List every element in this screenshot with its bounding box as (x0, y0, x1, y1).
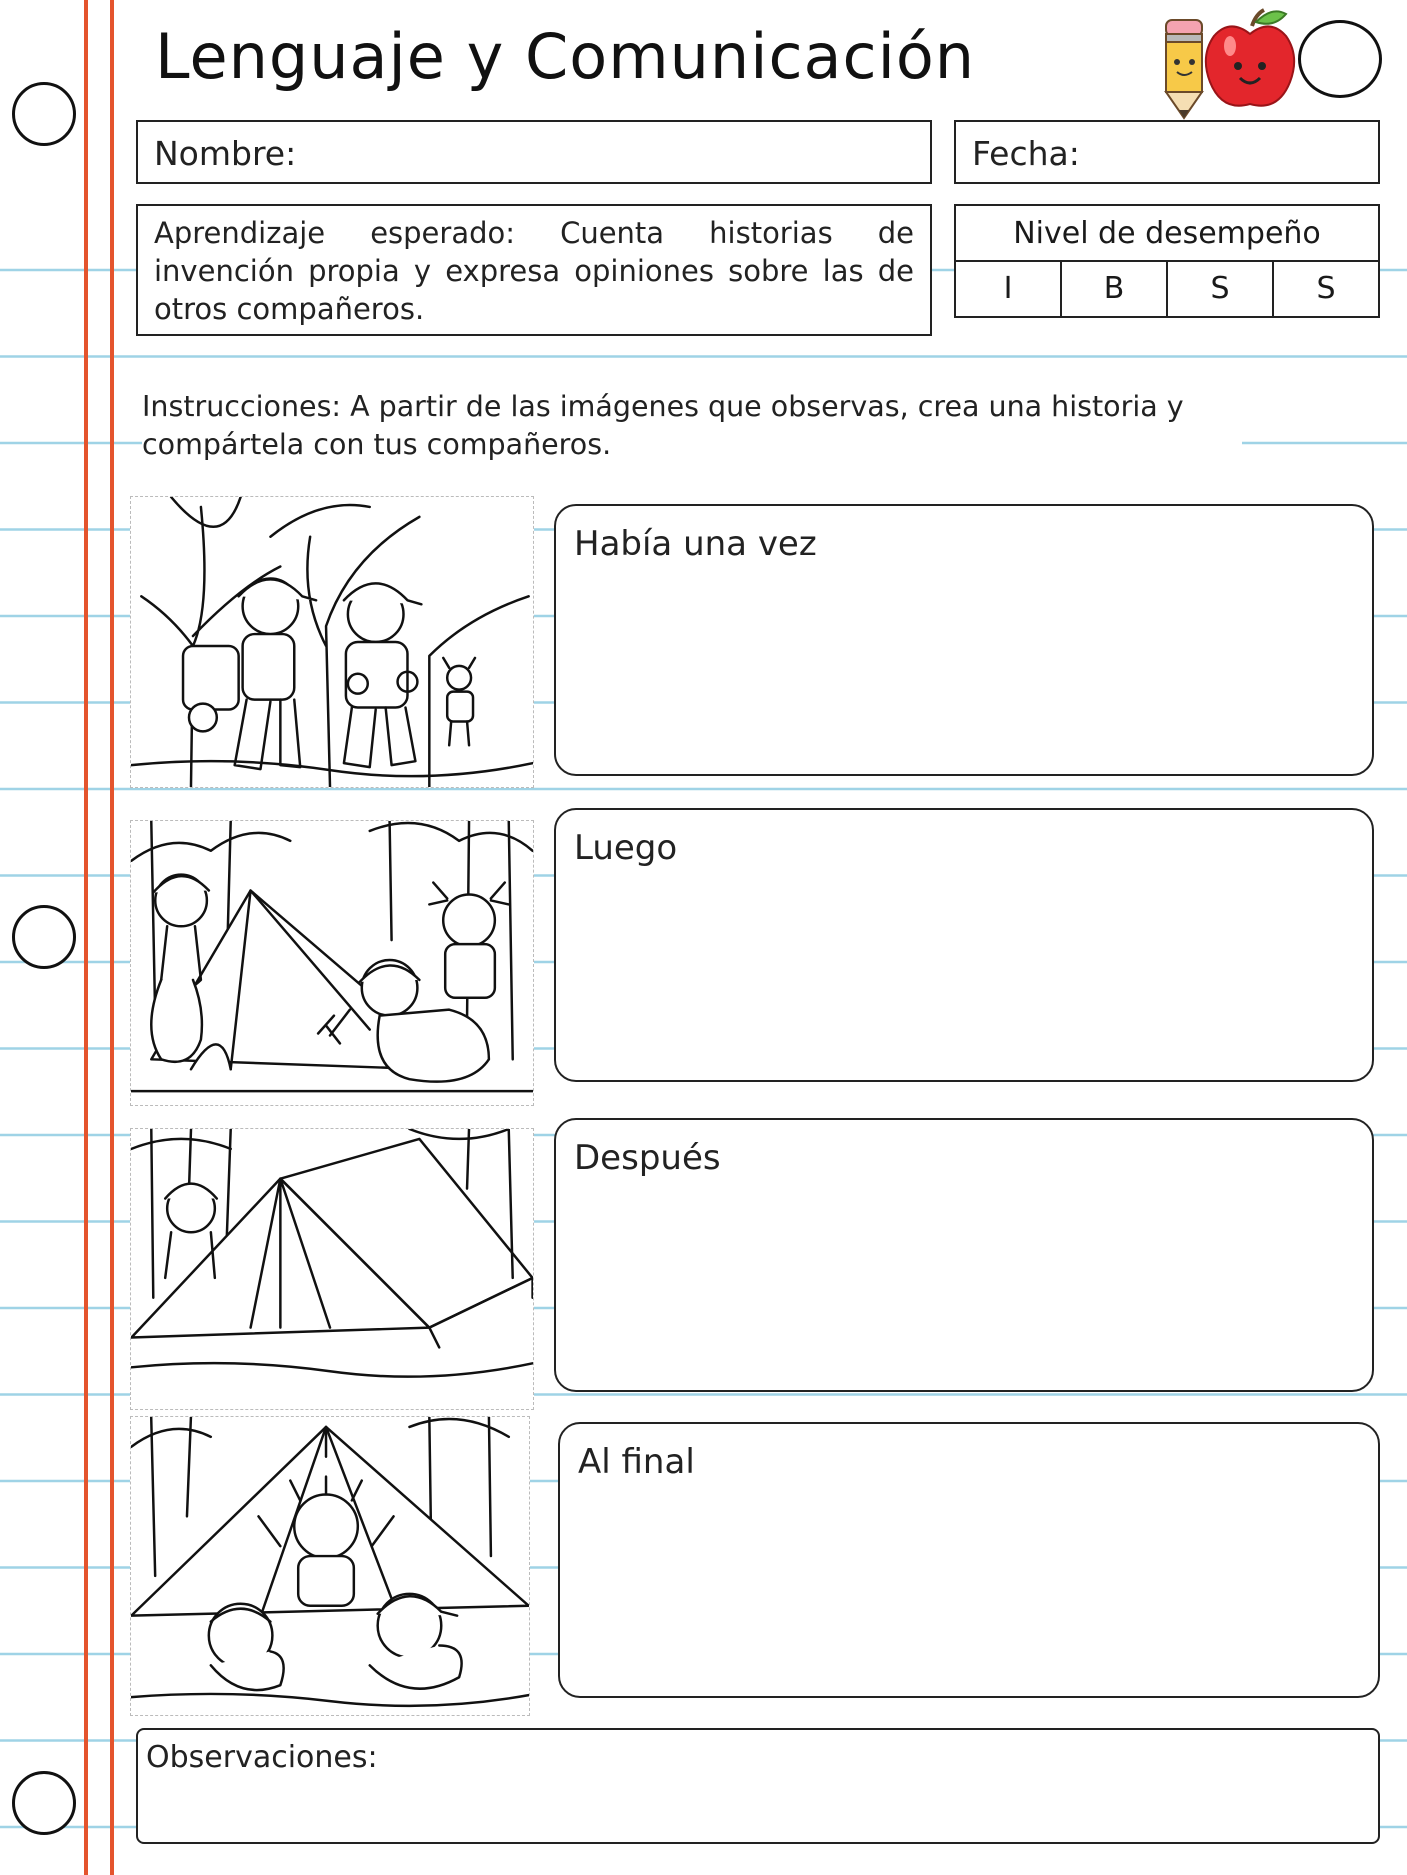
nombre-label: Nombre: (154, 134, 297, 173)
aprendizaje-esperado: Aprendizaje esperado: Cuenta historias de invención propia y expresa opiniones sobre las de otros compañeros. (136, 204, 932, 336)
margin-line-left (84, 0, 88, 1875)
instructions-text: Instrucciones: A partir de las imágenes que observas, crea una historia y compártela con tus compañeros. (142, 388, 1242, 464)
nivel-cell[interactable]: S (1168, 262, 1274, 316)
story-image-2 (130, 820, 534, 1106)
story-image-1 (130, 496, 534, 788)
story-image-4 (130, 1416, 530, 1716)
story-label-3: Después (574, 1138, 721, 1178)
nivel-desempeno-table (954, 204, 1380, 318)
story-label-2: Luego (574, 828, 678, 868)
observaciones-field[interactable] (136, 1728, 1380, 1844)
score-circle[interactable] (1298, 20, 1382, 98)
binder-hole-bottom (12, 1771, 76, 1835)
story-image-3 (130, 1128, 534, 1410)
story-label-4: Al final (578, 1442, 695, 1482)
observaciones-label: Observaciones: (146, 1740, 378, 1775)
binder-hole-top (12, 82, 76, 146)
nivel-cell[interactable]: S (1316, 271, 1336, 306)
fecha-label: Fecha: (972, 134, 1080, 173)
nivel-cell[interactable]: I (956, 262, 1062, 316)
story-box-1[interactable] (554, 504, 1374, 776)
nombre-field[interactable] (136, 120, 932, 184)
fecha-field[interactable] (954, 120, 1380, 184)
binder-hole-middle (12, 905, 76, 969)
margin-line-right (110, 0, 114, 1875)
nivel-cell[interactable]: B (1062, 262, 1168, 316)
page-title: Lenguaje y Comunicación (155, 20, 976, 93)
story-label-1: Había una vez (574, 524, 817, 564)
nivel-title: Nivel de desempeño (956, 206, 1378, 262)
story-box-3[interactable] (554, 1118, 1374, 1392)
apple-icon (1200, 4, 1300, 116)
story-box-4[interactable] (558, 1422, 1380, 1698)
story-box-2[interactable] (554, 808, 1374, 1082)
